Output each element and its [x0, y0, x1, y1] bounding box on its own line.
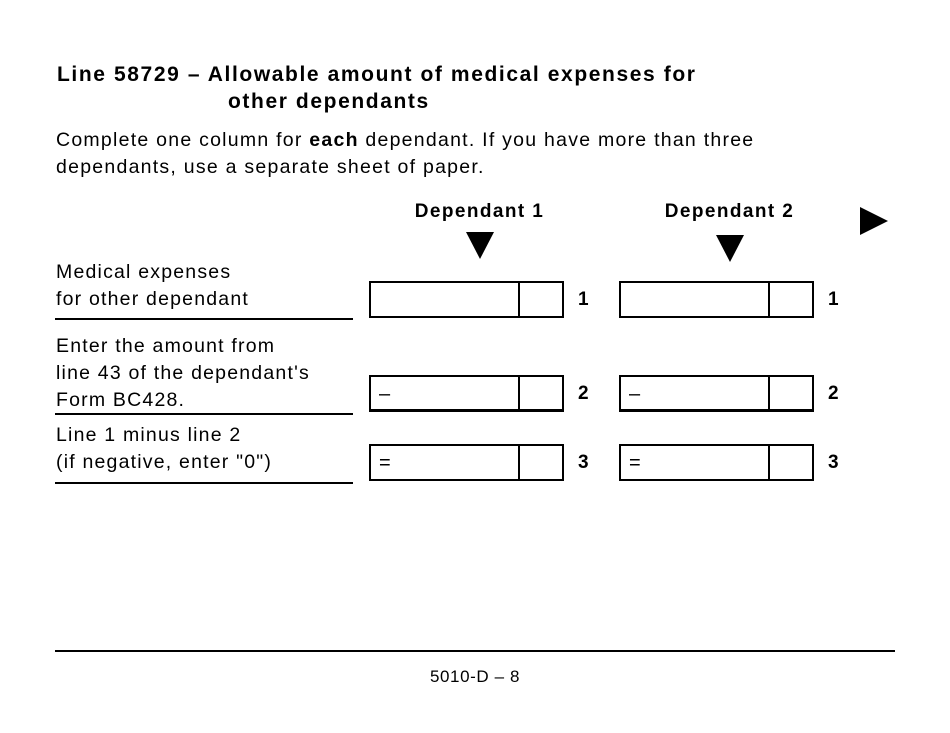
dollars-input[interactable] — [371, 446, 520, 479]
minus-sign: – — [379, 383, 391, 405]
row-1-underline — [55, 318, 353, 320]
footer-divider — [55, 650, 895, 652]
row-3-label-line-2: (if negative, enter "0") — [56, 451, 273, 473]
row-2-label-line-3: Form BC428. — [56, 389, 186, 411]
row-1-label-line-2: for other dependant — [56, 288, 250, 310]
cents-input[interactable] — [770, 283, 812, 316]
dependant-2-line-3-field[interactable] — [619, 444, 814, 481]
dollars-input[interactable] — [371, 377, 520, 409]
row-1-label — [56, 259, 249, 313]
dependant-1-line-1-field[interactable] — [369, 281, 564, 318]
line-number-2: 2 — [828, 383, 839, 404]
dependant-2-line-2-field[interactable] — [619, 375, 814, 412]
row-3-label — [56, 422, 272, 476]
row-2-label-line-1: Enter the amount from — [56, 335, 276, 357]
row-3-underline — [55, 482, 353, 484]
cents-input[interactable] — [520, 446, 562, 479]
cents-input[interactable] — [520, 377, 562, 409]
row-2-label-line-2: line 43 of the dependant's — [56, 362, 310, 384]
line-number-1: 1 — [828, 289, 839, 310]
cents-input[interactable] — [520, 283, 562, 316]
row-3-label-line-1: Line 1 minus line 2 — [56, 424, 242, 446]
down-triangle-icon — [716, 235, 744, 262]
dollars-input[interactable] — [621, 446, 770, 479]
instructions-text-1: Complete one column for — [56, 129, 310, 151]
dollars-input[interactable] — [621, 377, 770, 409]
cents-input[interactable] — [770, 446, 812, 479]
row-2-label — [56, 333, 310, 414]
column-header-dependant-1: Dependant 1 — [414, 201, 545, 222]
equals-sign: = — [629, 452, 641, 474]
page-footer: 5010-D – 8 — [429, 667, 521, 686]
row-2-underline — [55, 413, 353, 415]
dollars-input[interactable] — [621, 283, 770, 316]
line-number-1: 1 — [578, 289, 589, 310]
column-header-dependant-2: Dependant 2 — [664, 201, 795, 222]
instructions-text-3: dependants, use a separate sheet of paper. — [56, 156, 485, 178]
section-title-line-2: other dependants — [228, 90, 430, 113]
down-triangle-icon — [466, 232, 494, 259]
dependant-1-line-3-field[interactable] — [369, 444, 564, 481]
instructions-emphasis: each — [309, 129, 359, 151]
instructions-text-2: dependant. If you have more than three — [358, 129, 755, 151]
dependant-1-line-2-field[interactable] — [369, 375, 564, 412]
equals-sign: = — [379, 452, 391, 474]
cents-input[interactable] — [770, 377, 812, 409]
line-number-3: 3 — [578, 452, 589, 473]
section-title-line-1: Line 58729 – Allowable amount of medical expenses for — [57, 63, 697, 86]
section-title — [57, 61, 697, 115]
line-number-2: 2 — [578, 383, 589, 404]
next-page-arrow-icon — [860, 207, 888, 235]
dependant-2-line-1-field[interactable] — [619, 281, 814, 318]
dollars-input[interactable] — [371, 283, 520, 316]
minus-sign: – — [629, 383, 641, 405]
line-number-3: 3 — [828, 452, 839, 473]
row-1-label-line-1: Medical expenses — [56, 261, 232, 283]
instructions — [56, 127, 754, 181]
